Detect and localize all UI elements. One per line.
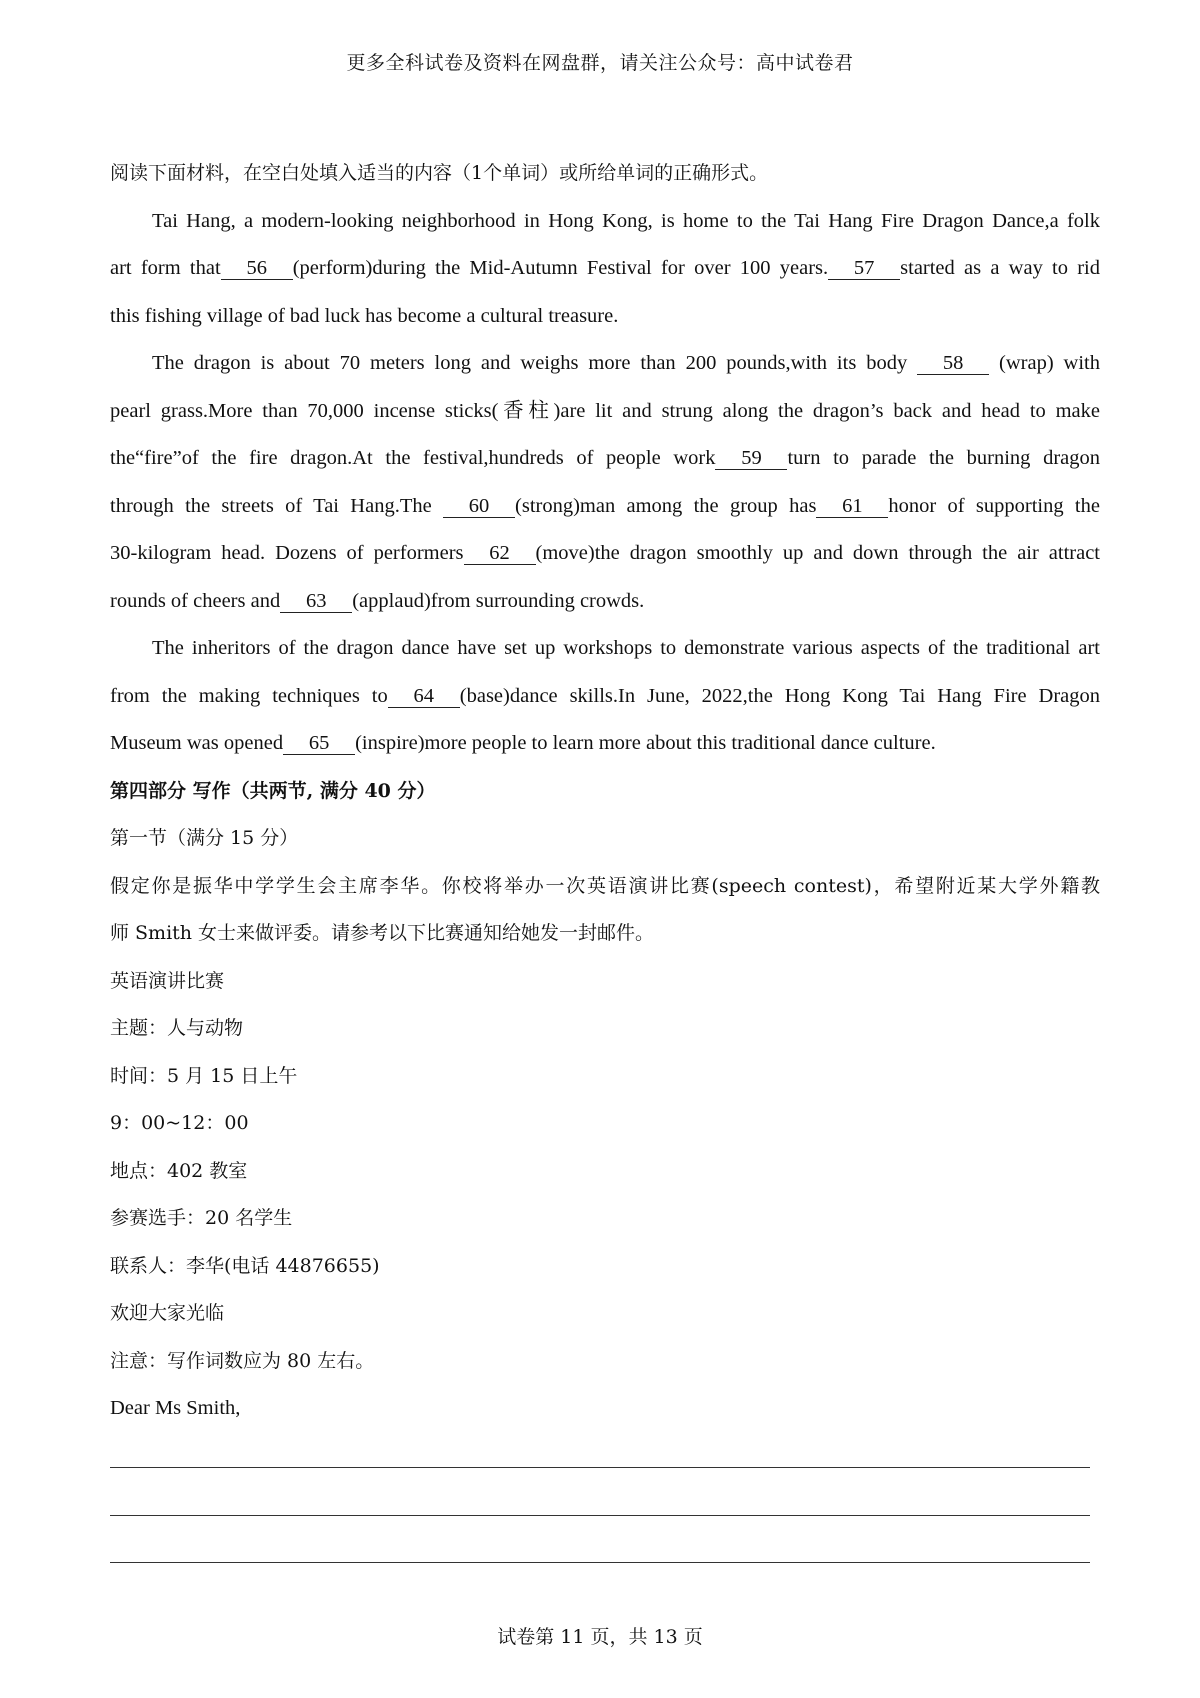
passage-text: through the streets of Tai Hang.The (110, 494, 432, 517)
passage-p2-line6 (110, 578, 1100, 626)
passage-text: the“fire”of the fire dragon.At the festival,hundreds of people work (110, 447, 716, 469)
passage-text: rounds of cheers and (110, 589, 281, 612)
page-header: 更多全科试卷及资料在网盘群，请关注公众号：高中试卷君 (346, 52, 854, 74)
page-content (110, 150, 1100, 1575)
answer-line-rule (110, 1562, 1090, 1563)
answer-line-3[interactable] (110, 1528, 1100, 1576)
notice-title: 英语演讲比赛 (110, 969, 225, 992)
answer-line-1[interactable] (110, 1433, 1100, 1481)
notice-place: 地点：402 教室 (110, 1159, 248, 1182)
passage-text: (strong)man among the group has (515, 494, 817, 517)
passage-p3-line1 (110, 625, 1100, 673)
passage-p1-line3 (110, 293, 1100, 341)
passage-text: started as a way to rid (900, 257, 1100, 279)
writing-prompt-line1: 假定你是振华中学学生会主席李华。你校将举办一次英语演讲比赛(speech contest)，希望附近某大学外籍教 (110, 874, 1100, 897)
instructions: 阅读下面材料，在空白处填入适当的内容（1个单词）或所给单词的正确形式。 (110, 162, 769, 184)
letter-salutation: Dear Ms Smith, (110, 1397, 241, 1419)
answer-line-rule (110, 1515, 1090, 1516)
passage-p2-line4 (110, 483, 1100, 531)
section-title: 第四部分 写作（共两节, 满分 40 分） (110, 779, 436, 802)
passage-text: art form that (110, 257, 221, 279)
passage-text: (inspire)more people to learn more about this traditional dance culture. (355, 732, 936, 754)
passage-p1-line1 (110, 198, 1100, 246)
passage-p3-line3 (110, 720, 1100, 768)
writing-prompt-line2: 师 Smith 女士来做评委。请参考以下比赛通知给她发一封邮件。 (110, 922, 655, 944)
passage-p2-line5 (110, 530, 1100, 578)
passage-p3-line2 (110, 673, 1100, 721)
passage-text: Museum was opened (110, 732, 284, 754)
page-footer: 试卷第 11 页，共 13 页 (497, 1626, 703, 1648)
notice-topic: 主题：人与动物 (110, 1017, 244, 1039)
notice-time: 9：00~12：00 (110, 1112, 249, 1134)
passage-p2-line3 (110, 435, 1100, 483)
blank-60[interactable]: 60 (443, 495, 515, 518)
notice-participants: 参赛选手：20 名学生 (110, 1207, 293, 1229)
answer-line-2[interactable] (110, 1480, 1100, 1528)
notice-date: 时间：5 月 15 日上午 (110, 1064, 298, 1087)
notice-welcome: 欢迎大家光临 (110, 1302, 225, 1324)
blank-62[interactable]: 62 (464, 542, 536, 565)
passage-text: The dragon is about 70 meters long and weighs more than 200 pounds,with its body (152, 352, 908, 374)
passage-text: (perform)during the Mid-Autumn Festival for over 100 years. (292, 257, 829, 279)
passage-p2-line1 (110, 340, 1100, 388)
word-count-note: 注意：写作词数应为 80 左右。 (110, 1349, 375, 1372)
passage-text: turn to parade the burning dragon (787, 447, 1100, 469)
blank-59[interactable]: 59 (715, 447, 787, 470)
blank-56[interactable]: 56 (221, 257, 293, 280)
blank-65[interactable]: 65 (283, 732, 355, 755)
answer-line-rule (110, 1467, 1090, 1468)
passage-text: 30-kilogram head. Dozens of performers (110, 542, 464, 564)
blank-61[interactable]: 61 (816, 495, 888, 518)
passage-text: The inheritors of the dragon dance have set up workshops to demonstrate various aspects of the traditional art (152, 637, 1100, 659)
passage-text: this fishing village of bad luck has become a cultural treasure. (110, 304, 619, 327)
passage-p1-line2 (110, 245, 1100, 293)
passage-text: Tai Hang, a modern-looking neighborhood in Hong Kong, is home to the Tai Hang Fire Dragon Dance,a folk (152, 209, 1100, 232)
blank-57[interactable]: 57 (828, 257, 900, 280)
passage-text: honor of supporting the (888, 494, 1100, 517)
blank-58[interactable]: 58 (917, 352, 989, 375)
blank-63[interactable]: 63 (280, 590, 352, 613)
passage-text: (wrap) with (999, 352, 1100, 374)
notice-contact: 联系人：李华(电话 44876655) (110, 1254, 380, 1277)
passage-text: pearl grass.More than 70,000 incense sticks(香柱)are lit and strung along the dragon’s back and head to make (110, 399, 1100, 422)
passage-text: (move)the dragon smoothly up and down through the air attract (535, 542, 1100, 564)
passage-p2-line2 (110, 388, 1100, 436)
blank-64[interactable]: 64 (388, 685, 460, 708)
passage-text: (base)dance skills.In June, 2022,the Hong Kong Tai Hang Fire Dragon (459, 684, 1100, 707)
passage-text: from the making techniques to (110, 684, 388, 707)
section-subtitle: 第一节（满分 15 分） (110, 827, 299, 849)
passage-text: (applaud)from surrounding crowds. (352, 589, 645, 612)
